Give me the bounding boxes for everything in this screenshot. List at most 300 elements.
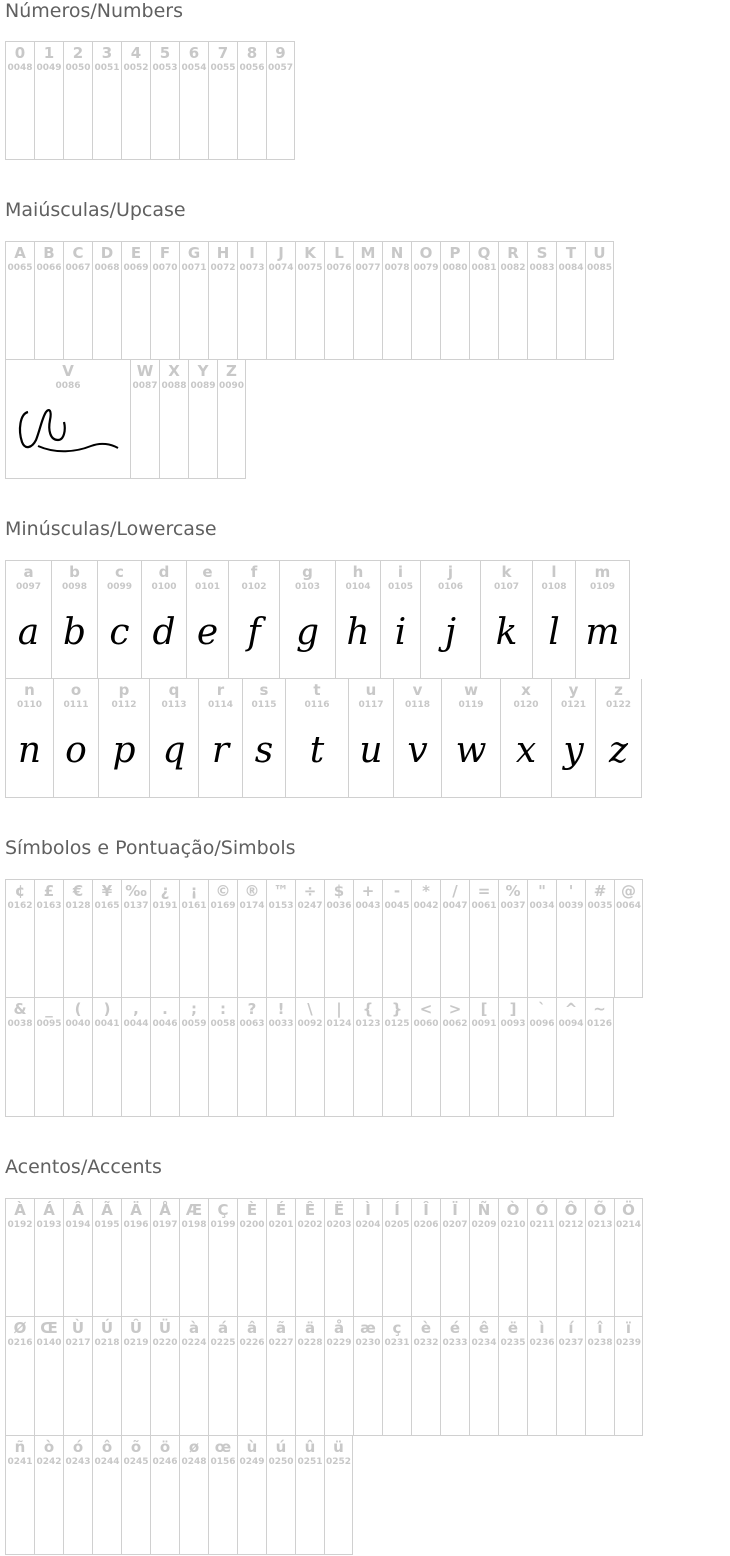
glyph-cell <box>92 1436 121 1555</box>
glyph-code: 0225 <box>210 1338 236 1348</box>
glyph-char: p <box>118 681 130 699</box>
glyph-char: 7 <box>217 44 229 62</box>
glyph-code: 0236 <box>529 1338 555 1348</box>
glyph-code: 0063 <box>239 1019 265 1029</box>
script-glyph-sample: o <box>65 730 87 771</box>
glyph-char: > <box>448 1000 462 1018</box>
script-glyph-sample: l <box>548 612 560 653</box>
glyph-cell <box>498 1198 527 1317</box>
glyph-char: k <box>501 563 512 581</box>
glyph-char: ü <box>333 1438 344 1456</box>
glyph-grid-lower <box>5 560 642 798</box>
glyph-code: 0093 <box>500 1019 526 1029</box>
glyph-code: 0207 <box>442 1220 468 1230</box>
glyph-cell <box>585 1198 614 1317</box>
glyph-cell <box>198 679 242 798</box>
glyph-code: 0088 <box>161 381 187 391</box>
glyph-char: È <box>246 1201 258 1219</box>
glyph-char: Ø <box>13 1319 27 1337</box>
script-glyph-sample: r <box>211 730 230 771</box>
glyph-char: Ï <box>452 1201 458 1219</box>
glyph-cell <box>92 998 121 1117</box>
glyph-cell <box>63 1198 92 1317</box>
glyph-cell <box>5 560 51 679</box>
glyph-char: - <box>393 882 401 900</box>
glyph-cell <box>217 360 246 479</box>
glyph-cell <box>121 1436 150 1555</box>
glyph-code: 0229 <box>326 1338 352 1348</box>
glyph-cell <box>266 1198 295 1317</box>
glyph-cell <box>380 560 420 679</box>
glyph-code: 0198 <box>181 1220 207 1230</box>
glyph-code: 0238 <box>587 1338 613 1348</box>
glyph-char: Æ <box>185 1201 203 1219</box>
glyph-code: 0231 <box>384 1338 410 1348</box>
glyph-code: 0049 <box>36 63 62 73</box>
glyph-cell <box>92 1198 121 1317</box>
glyph-code: 0040 <box>65 1019 91 1029</box>
glyph-code: 0227 <box>268 1338 294 1348</box>
glyph-code: 0206 <box>413 1220 439 1230</box>
swash-stroke-v <box>20 410 65 447</box>
glyph-cell <box>440 1198 469 1317</box>
glyph-cell <box>411 1317 440 1436</box>
glyph-cell <box>228 560 279 679</box>
glyph-char: ê <box>478 1319 490 1337</box>
glyph-cell <box>324 1317 353 1436</box>
glyph-char: à <box>188 1319 200 1337</box>
glyph-char: õ <box>130 1438 142 1456</box>
glyph-char: ® <box>244 882 260 900</box>
glyph-cell <box>5 1317 34 1436</box>
glyph-cell <box>5 1436 34 1555</box>
glyph-char: d <box>158 563 170 581</box>
glyph-cell <box>266 1436 295 1555</box>
glyph-code: 0174 <box>239 901 265 911</box>
glyph-cell <box>150 1436 179 1555</box>
glyph-code: 0036 <box>326 901 352 911</box>
glyph-cell <box>5 360 130 479</box>
glyph-char: u <box>365 681 377 699</box>
glyph-code: 0107 <box>493 582 520 592</box>
glyph-char: ™ <box>273 882 289 900</box>
glyph-code: 0197 <box>152 1220 178 1230</box>
glyph-code: 0073 <box>239 263 265 273</box>
glyph-cell <box>420 560 480 679</box>
glyph-char: ó <box>72 1438 84 1456</box>
glyph-cell <box>469 241 498 360</box>
glyph-code: 0165 <box>94 901 120 911</box>
glyph-char: @ <box>621 882 636 900</box>
glyph-cell <box>527 879 556 998</box>
glyph-cell <box>382 1317 411 1436</box>
glyph-code: 0084 <box>558 263 584 273</box>
glyph-char: Ñ <box>477 1201 491 1219</box>
glyph-code: 0113 <box>161 700 187 710</box>
glyph-cell <box>130 360 159 479</box>
script-glyph-sample: w <box>455 730 487 771</box>
glyph-cell <box>585 1317 614 1436</box>
glyph-cell <box>382 998 411 1117</box>
glyph-cell <box>469 1317 498 1436</box>
glyph-char: r <box>216 681 225 699</box>
glyph-code: 0080 <box>442 263 468 273</box>
glyph-code: 0200 <box>239 1220 265 1230</box>
glyph-cell <box>121 1317 150 1436</box>
glyph-code: 0119 <box>458 700 484 710</box>
glyph-char: % <box>505 882 521 900</box>
glyph-cell <box>208 241 237 360</box>
glyph-cell <box>266 1317 295 1436</box>
glyph-char: ÷ <box>303 882 317 900</box>
swash-tail <box>38 444 118 451</box>
glyph-char: € <box>72 882 84 900</box>
glyph-code: 0232 <box>413 1338 439 1348</box>
glyph-cell <box>179 1317 208 1436</box>
glyph-char: ë <box>507 1319 519 1337</box>
glyph-cell <box>98 679 149 798</box>
glyph-cell <box>411 1198 440 1317</box>
glyph-code: 0194 <box>65 1220 91 1230</box>
glyph-char: g <box>302 563 313 581</box>
glyph-char: ) <box>103 1000 111 1018</box>
glyph-char: z <box>614 681 623 699</box>
glyph-code: 0153 <box>268 901 294 911</box>
glyph-char: Ù <box>71 1319 85 1337</box>
glyph-code: 0071 <box>181 263 207 273</box>
glyph-code: 0126 <box>586 1019 613 1029</box>
glyph-char: Ó <box>535 1201 549 1219</box>
glyph-char: á <box>217 1319 229 1337</box>
glyph-char: n <box>24 681 35 699</box>
glyph-cell <box>237 879 266 998</box>
glyph-cell <box>63 1317 92 1436</box>
glyph-code: 0163 <box>36 901 62 911</box>
glyph-code: 0234 <box>471 1338 497 1348</box>
glyph-code: 0100 <box>151 582 177 592</box>
glyph-char: y <box>568 681 579 699</box>
glyph-cell <box>440 879 469 998</box>
glyph-char: 2 <box>72 44 84 62</box>
glyph-char: À <box>14 1201 26 1219</box>
glyph-cell <box>498 1317 527 1436</box>
glyph-char: m <box>594 563 611 581</box>
glyph-code: 0112 <box>111 700 137 710</box>
glyph-char: 6 <box>188 44 200 62</box>
glyph-code: 0202 <box>297 1220 323 1230</box>
glyph-cell <box>480 560 532 679</box>
glyph-code: 0089 <box>190 381 216 391</box>
glyph-cell <box>469 998 498 1117</box>
glyph-code: 0054 <box>181 63 207 73</box>
glyph-cell <box>556 879 585 998</box>
glyph-cell <box>149 679 198 798</box>
glyph-char: Ò <box>506 1201 520 1219</box>
glyph-code: 0161 <box>181 901 207 911</box>
glyph-code: 0242 <box>36 1457 62 1467</box>
glyph-char: Ì <box>365 1201 371 1219</box>
glyph-cell <box>469 879 498 998</box>
glyph-code: 0055 <box>210 63 236 73</box>
glyph-char: ö <box>159 1438 171 1456</box>
glyph-code: 0103 <box>294 582 321 592</box>
glyph-char: ¥ <box>101 882 113 900</box>
glyph-char: j <box>447 563 454 581</box>
glyph-char: ¢ <box>14 882 26 900</box>
glyph-code: 0069 <box>123 263 149 273</box>
glyph-cell <box>237 998 266 1117</box>
glyph-code: 0050 <box>65 63 91 73</box>
script-glyph-sample: a <box>17 612 40 653</box>
glyph-char: x <box>521 681 531 699</box>
glyph-cell <box>324 998 353 1117</box>
glyph-char: Ë <box>333 1201 345 1219</box>
glyph-cell <box>440 998 469 1117</box>
glyph-code: 0104 <box>345 582 371 592</box>
glyph-char: ø <box>188 1438 200 1456</box>
glyph-row <box>5 560 642 679</box>
glyph-code: 0083 <box>529 263 555 273</box>
glyph-code: 0121 <box>560 700 587 710</box>
glyph-grid-accents <box>5 1198 643 1555</box>
script-glyph-sample: d <box>152 612 176 653</box>
glyph-cell <box>411 879 440 998</box>
glyph-char: e <box>202 563 213 581</box>
glyph-cell <box>92 41 121 160</box>
glyph-grid-upper <box>5 241 614 479</box>
glyph-code: 0097 <box>15 582 42 592</box>
glyph-char: ! <box>277 1000 285 1018</box>
glyph-code: 0244 <box>94 1457 120 1467</box>
glyph-cell <box>266 998 295 1117</box>
glyph-code: 0106 <box>437 582 464 592</box>
glyph-char: 9 <box>275 44 286 62</box>
glyph-char: ì <box>539 1319 545 1337</box>
glyph-code: 0116 <box>304 700 330 710</box>
glyph-char: $ <box>333 882 345 900</box>
glyph-cell <box>179 998 208 1117</box>
glyph-code: 0057 <box>267 63 294 73</box>
glyph-char: K <box>304 244 316 262</box>
glyph-cell <box>324 241 353 360</box>
glyph-char: B <box>43 244 55 262</box>
glyph-char: ¡ <box>190 882 198 900</box>
glyph-cell <box>159 360 188 479</box>
glyph-cell <box>411 241 440 360</box>
glyph-cell <box>34 1317 63 1436</box>
glyph-cell <box>150 879 179 998</box>
glyph-code: 0037 <box>500 901 526 911</box>
script-glyph-sample: x <box>515 730 537 771</box>
section-title-numbers: Números/Numbers <box>5 0 183 22</box>
glyph-code: 0230 <box>355 1338 381 1348</box>
glyph-cell <box>237 41 266 160</box>
glyph-code: 0109 <box>589 582 616 592</box>
glyph-cell <box>556 998 585 1117</box>
glyph-char: Î <box>423 1201 429 1219</box>
glyph-cell <box>295 1436 324 1555</box>
glyph-cell <box>498 998 527 1117</box>
glyph-cell <box>527 241 556 360</box>
glyph-code: 0061 <box>471 901 497 911</box>
glyph-code: 0117 <box>358 700 384 710</box>
glyph-code: 0169 <box>210 901 236 911</box>
glyph-code: 0062 <box>442 1019 468 1029</box>
glyph-code: 0218 <box>94 1338 120 1348</box>
glyph-char: ù <box>246 1438 258 1456</box>
glyph-char: ç <box>392 1319 402 1337</box>
glyph-code: 0095 <box>36 1019 62 1029</box>
script-glyph-sample: c <box>109 612 130 653</box>
glyph-cell <box>353 241 382 360</box>
script-glyph-sample: q <box>162 730 186 771</box>
glyph-cell <box>97 560 141 679</box>
glyph-char: f <box>250 563 258 581</box>
glyph-char: F <box>159 244 171 262</box>
glyph-char: b <box>69 563 80 581</box>
glyph-code: 0046 <box>152 1019 178 1029</box>
glyph-code: 0203 <box>326 1220 352 1230</box>
glyph-cell <box>556 1317 585 1436</box>
script-glyph-sample: e <box>196 612 219 653</box>
glyph-code: 0213 <box>587 1220 613 1230</box>
glyph-grid-symbols <box>5 879 643 1117</box>
glyph-cell <box>150 41 179 160</box>
glyph-char: É <box>275 1201 287 1219</box>
glyph-cell <box>585 241 614 360</box>
glyph-code: 0205 <box>384 1220 410 1230</box>
glyph-cell <box>532 560 575 679</box>
glyph-cell <box>585 998 614 1117</box>
glyph-char: ' <box>568 882 574 900</box>
glyph-cell <box>63 1436 92 1555</box>
glyph-char: = <box>477 882 491 900</box>
glyph-code: 0035 <box>587 901 613 911</box>
script-glyph-sample: z <box>609 730 628 771</box>
glyph-char: | <box>336 1000 342 1018</box>
glyph-code: 0217 <box>65 1338 91 1348</box>
glyph-code: 0204 <box>355 1220 381 1230</box>
glyph-cell <box>5 241 34 360</box>
glyph-code: 0137 <box>123 901 149 911</box>
glyph-char: Â <box>72 1201 84 1219</box>
glyph-cell <box>266 879 295 998</box>
glyph-code: 0249 <box>239 1457 265 1467</box>
glyph-code: 0219 <box>123 1338 149 1348</box>
glyph-cell <box>382 879 411 998</box>
glyph-code: 0210 <box>500 1220 526 1230</box>
glyph-code: 0048 <box>7 63 33 73</box>
glyph-code: 0085 <box>586 263 613 273</box>
glyph-row <box>5 679 642 798</box>
glyph-cell <box>150 1198 179 1317</box>
glyph-char: 4 <box>130 44 142 62</box>
glyph-code: 0125 <box>384 1019 410 1029</box>
glyph-char: : <box>220 1000 226 1018</box>
glyph-code: 0094 <box>558 1019 584 1029</box>
glyph-code: 0243 <box>65 1457 91 1467</box>
glyph-char: } <box>391 1000 403 1018</box>
glyph-code: 0251 <box>297 1457 323 1467</box>
glyph-char: { <box>362 1000 374 1018</box>
glyph-char: c <box>115 563 124 581</box>
glyph-cell <box>150 998 179 1117</box>
glyph-cell <box>266 241 295 360</box>
glyph-char: æ <box>360 1319 376 1337</box>
glyph-cell <box>208 1436 237 1555</box>
section-title-accents: Acentos/Accents <box>5 1156 162 1178</box>
glyph-char: i <box>397 563 404 581</box>
glyph-cell <box>237 1317 266 1436</box>
glyph-char: h <box>352 563 364 581</box>
glyph-char: w <box>464 681 478 699</box>
glyph-char: © <box>215 882 231 900</box>
glyph-code: 0034 <box>529 901 555 911</box>
glyph-char: 5 <box>159 44 171 62</box>
glyph-char: \ <box>307 1000 313 1018</box>
glyph-cell <box>353 1198 382 1317</box>
glyph-code: 0092 <box>297 1019 323 1029</box>
glyph-cell <box>324 1198 353 1317</box>
glyph-char: R <box>507 244 519 262</box>
glyph-char: L <box>334 244 344 262</box>
glyph-code: 0228 <box>297 1338 323 1348</box>
glyph-cell <box>237 1198 266 1317</box>
section-title-symbols: Símbolos e Pontuação/Simbols <box>5 837 296 859</box>
glyph-cell <box>614 879 643 998</box>
glyph-cell <box>53 679 98 798</box>
glyph-char: " <box>538 882 546 900</box>
glyph-cell <box>411 998 440 1117</box>
glyph-char: ¿ <box>160 882 170 900</box>
glyph-char: 8 <box>246 44 258 62</box>
glyph-cell <box>382 1198 411 1317</box>
glyph-cell <box>179 1198 208 1317</box>
glyph-char: U <box>593 244 606 262</box>
glyph-cell <box>242 679 285 798</box>
glyph-code: 0110 <box>16 700 43 710</box>
glyph-cell <box>440 1317 469 1436</box>
glyph-char: ã <box>275 1319 287 1337</box>
glyph-char: t <box>313 681 321 699</box>
glyph-cell <box>614 1198 643 1317</box>
script-glyph-sample: t <box>309 730 325 771</box>
glyph-char: < <box>419 1000 433 1018</box>
glyph-code: 0072 <box>210 263 236 273</box>
glyph-cell <box>527 1198 556 1317</box>
glyph-code: 0086 <box>55 381 81 391</box>
glyph-code: 0102 <box>241 582 267 592</box>
glyph-char: Œ <box>40 1319 58 1337</box>
glyph-cell <box>5 1198 34 1317</box>
glyph-code: 0212 <box>558 1220 584 1230</box>
glyph-char: î <box>597 1319 603 1337</box>
glyph-code: 0098 <box>61 582 88 592</box>
glyph-cell <box>34 241 63 360</box>
glyph-cell <box>63 41 92 160</box>
glyph-char: v <box>412 681 423 699</box>
glyph-char: O <box>419 244 433 262</box>
glyph-code: 0199 <box>210 1220 236 1230</box>
glyph-row <box>5 1198 643 1317</box>
glyph-code: 0214 <box>615 1220 642 1230</box>
glyph-char: Ú <box>100 1319 114 1337</box>
glyph-cell <box>614 1317 643 1436</box>
glyph-char: ô <box>101 1438 113 1456</box>
glyph-code: 0235 <box>500 1338 526 1348</box>
glyph-code: 0042 <box>413 901 439 911</box>
glyph-char: Ã <box>101 1201 113 1219</box>
